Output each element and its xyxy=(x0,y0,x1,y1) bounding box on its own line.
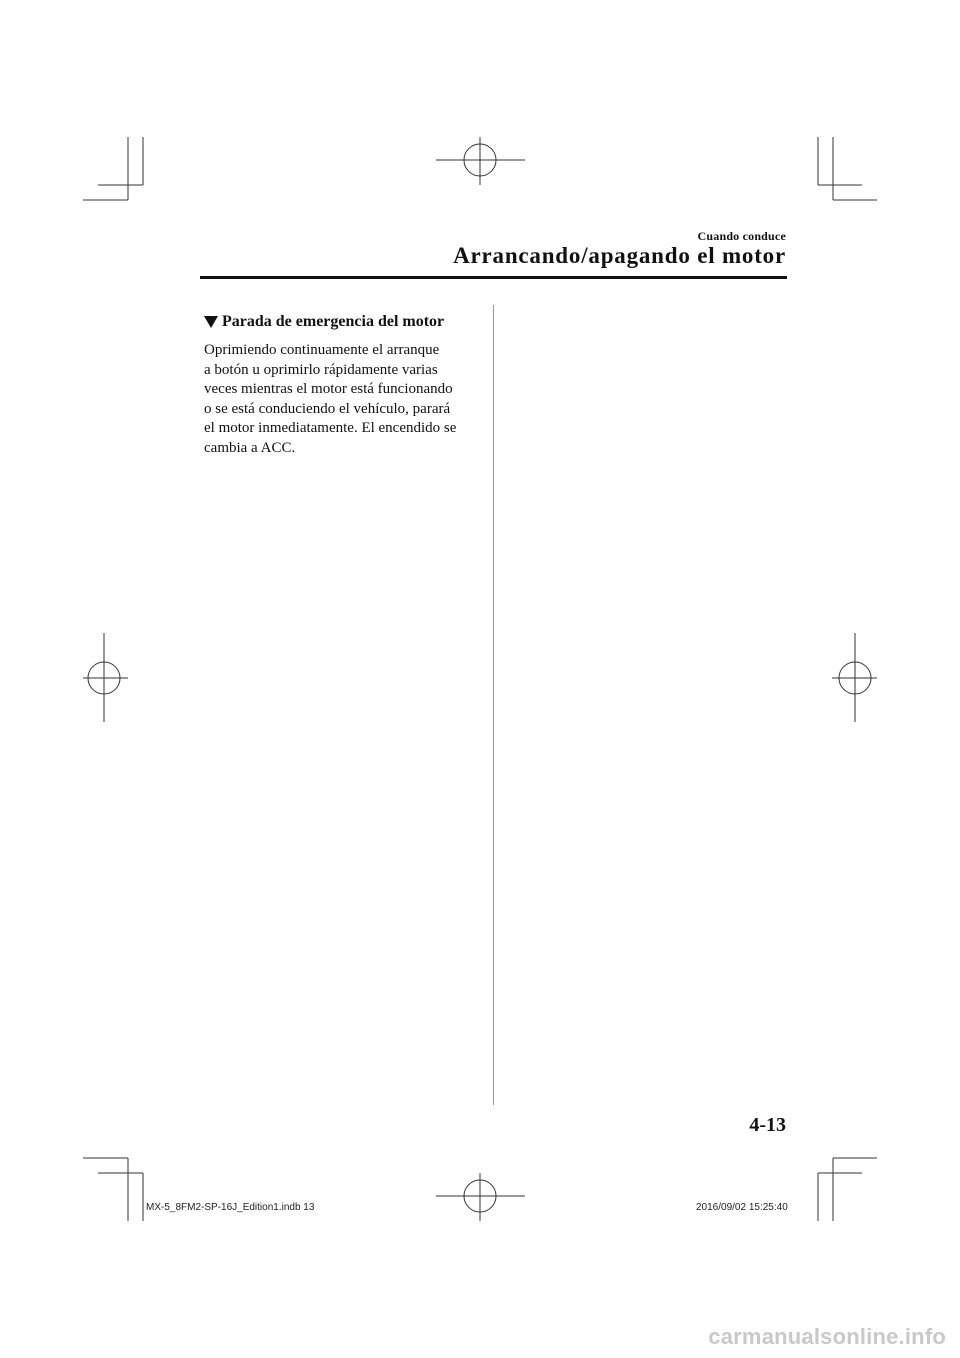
section-heading xyxy=(204,313,494,331)
down-triangle-icon xyxy=(204,316,218,328)
watermark: carmanualsonline.info xyxy=(708,1324,946,1349)
paragraph-line: o se está conduciendo el vehículo, parará xyxy=(204,400,451,417)
paragraph-line: Oprimiendo continuamente el arranque xyxy=(204,342,440,358)
footer-timestamp: 2016/09/02 15:25:40 xyxy=(696,1202,788,1213)
paragraph-line: a botón u oprimirlo rápidamente varias xyxy=(204,361,438,378)
paragraph-line: cambia a ACC. xyxy=(204,439,296,456)
content-section xyxy=(204,313,494,458)
footer-file-info: MX-5_8FM2-SP-16J_Edition1.indb 13 xyxy=(146,1202,315,1213)
body-paragraph xyxy=(204,341,482,458)
header-section-label: Cuando conduce xyxy=(697,229,786,243)
page-title: Arrancando/apagando el motor xyxy=(453,243,786,268)
page-number: 4-13 xyxy=(749,1114,786,1136)
header-divider xyxy=(200,276,787,279)
paragraph-line: veces mientras el motor está funcionando xyxy=(204,381,453,397)
paragraph-line: el motor inmediatamente. El encendido se xyxy=(204,420,457,436)
section-heading-text: Parada de emergencia del motor xyxy=(222,313,445,330)
